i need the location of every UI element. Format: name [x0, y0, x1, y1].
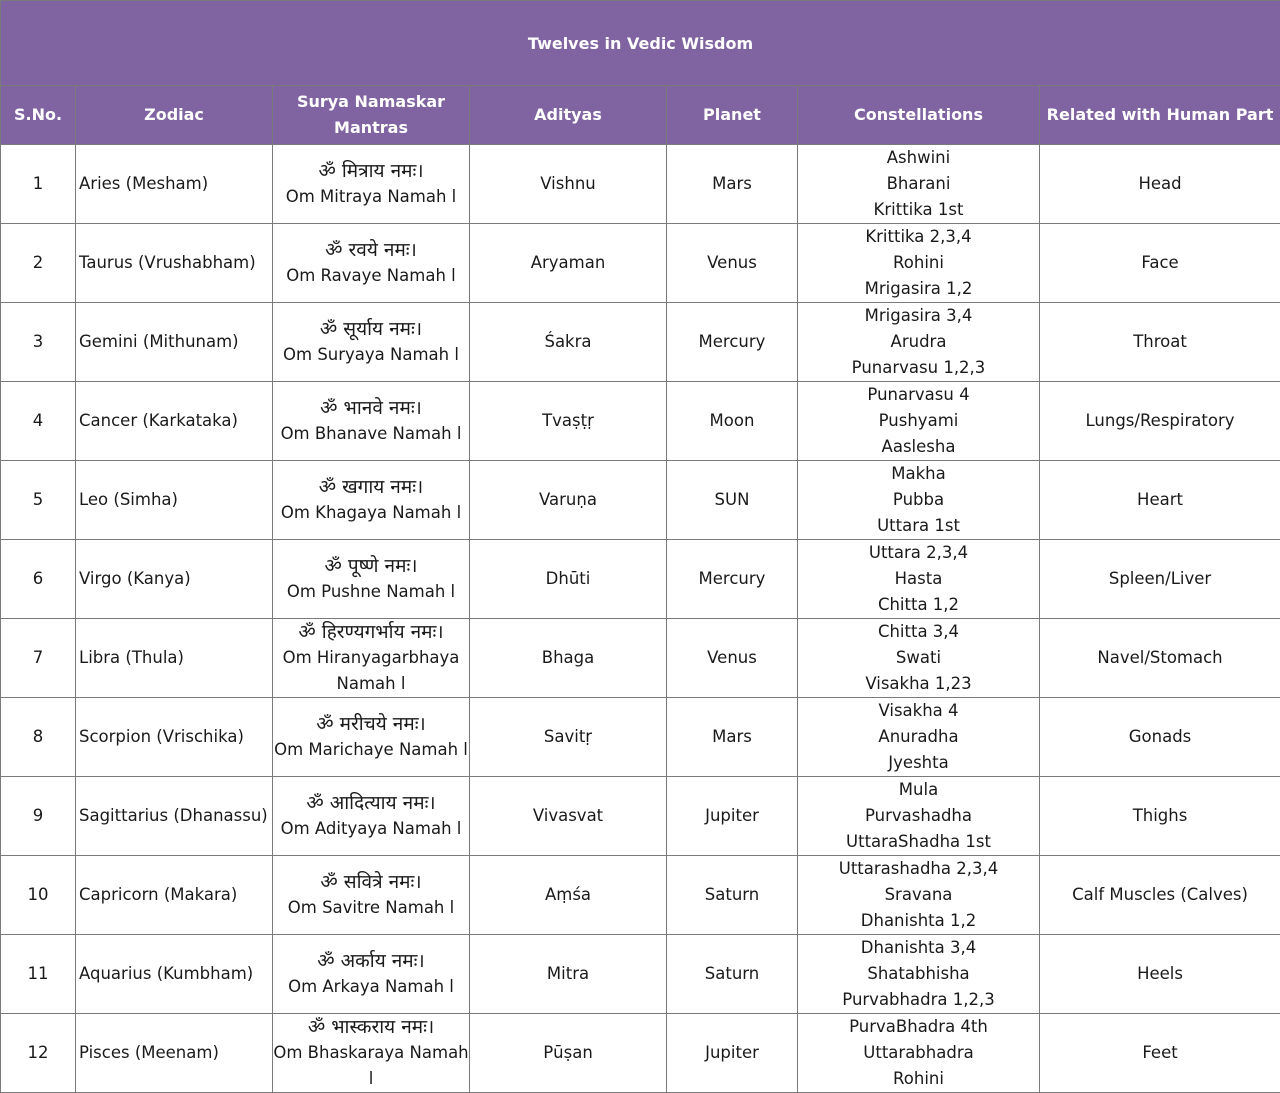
table-row	[1, 698, 1280, 777]
mantra-roman: Om Hiranyagarbhaya Namah l	[273, 645, 469, 697]
mantra-sanskrit: ॐ सवित्रे नमः।	[273, 869, 469, 895]
cell-aditya: Vishnu	[470, 145, 667, 224]
mantra-sanskrit: ॐ पूष्णे नमः।	[273, 553, 469, 579]
cell-zodiac: Aquarius (Kumbham)	[76, 935, 273, 1014]
cell-human-part: Gonads	[1040, 698, 1280, 777]
cell-constellations	[798, 540, 1040, 619]
cell-human-part: Heart	[1040, 461, 1280, 540]
constellation-item: Sravana	[798, 882, 1039, 908]
table-row	[1, 619, 1280, 698]
mantra-roman: Om Bhanave Namah l	[273, 421, 469, 447]
cell-human-part: Throat	[1040, 303, 1280, 382]
constellation-item: Mrigasira 1,2	[798, 276, 1039, 302]
table-row	[1, 382, 1280, 461]
cell-zodiac: Virgo (Kanya)	[76, 540, 273, 619]
cell-aditya: Savitṛ	[470, 698, 667, 777]
cell-human-part: Lungs/Respiratory	[1040, 382, 1280, 461]
constellation-item: Hasta	[798, 566, 1039, 592]
mantra-sanskrit: ॐ रवये नमः।	[273, 237, 469, 263]
cell-aditya: Vivasvat	[470, 777, 667, 856]
title-row	[1, 1, 1280, 86]
mantra-sanskrit: ॐ हिरण्यगर्भाय नमः।	[273, 619, 469, 645]
cell-sno: 2	[1, 224, 76, 303]
header-human-part: Related with Human Part	[1040, 86, 1280, 145]
constellation-item: Chitta 1,2	[798, 592, 1039, 618]
cell-sno: 1	[1, 145, 76, 224]
cell-human-part: Feet	[1040, 1014, 1280, 1093]
constellation-item: Makha	[798, 461, 1039, 487]
cell-zodiac: Libra (Thula)	[76, 619, 273, 698]
table-title: Twelves in Vedic Wisdom	[1, 1, 1280, 86]
cell-planet: Venus	[667, 224, 798, 303]
table-row	[1, 540, 1280, 619]
cell-human-part: Spleen/Liver	[1040, 540, 1280, 619]
mantra-sanskrit: ॐ खगाय नमः।	[273, 474, 469, 500]
header-planet: Planet	[667, 86, 798, 145]
cell-mantra	[273, 1014, 470, 1093]
mantra-sanskrit: ॐ अर्काय नमः।	[273, 948, 469, 974]
cell-mantra	[273, 777, 470, 856]
constellation-item: Dhanishta 3,4	[798, 935, 1039, 961]
header-constellations: Constellations	[798, 86, 1040, 145]
cell-sno: 8	[1, 698, 76, 777]
table-row	[1, 777, 1280, 856]
cell-aditya: Bhaga	[470, 619, 667, 698]
cell-aditya: Pūṣan	[470, 1014, 667, 1093]
cell-mantra	[273, 698, 470, 777]
cell-constellations	[798, 1014, 1040, 1093]
cell-constellations	[798, 777, 1040, 856]
cell-mantra	[273, 935, 470, 1014]
mantra-sanskrit: ॐ सूर्याय नमः।	[273, 316, 469, 342]
cell-constellations	[798, 935, 1040, 1014]
header-adityas: Adityas	[470, 86, 667, 145]
cell-human-part: Navel/Stomach	[1040, 619, 1280, 698]
constellation-item: Pushyami	[798, 408, 1039, 434]
constellation-item: Visakha 4	[798, 698, 1039, 724]
constellation-item: UttaraShadha 1st	[798, 829, 1039, 855]
cell-sno: 9	[1, 777, 76, 856]
constellation-item: Punarvasu 4	[798, 382, 1039, 408]
table-row	[1, 145, 1280, 224]
cell-mantra	[273, 303, 470, 382]
cell-aditya: Śakra	[470, 303, 667, 382]
mantra-roman: Om Marichaye Namah l	[273, 737, 469, 763]
cell-constellations	[798, 145, 1040, 224]
table-row	[1, 935, 1280, 1014]
table-body	[1, 145, 1280, 1093]
cell-mantra	[273, 619, 470, 698]
cell-zodiac: Cancer (Karkataka)	[76, 382, 273, 461]
cell-constellations	[798, 303, 1040, 382]
cell-planet: SUN	[667, 461, 798, 540]
constellation-item: Uttarabhadra	[798, 1040, 1039, 1066]
constellation-item: Dhanishta 1,2	[798, 908, 1039, 934]
constellation-item: Shatabhisha	[798, 961, 1039, 987]
cell-constellations	[798, 224, 1040, 303]
cell-sno: 5	[1, 461, 76, 540]
mantra-roman: Om Mitraya Namah l	[273, 184, 469, 210]
cell-aditya: Tvaṣṭṛ	[470, 382, 667, 461]
cell-zodiac: Leo (Simha)	[76, 461, 273, 540]
mantra-roman: Om Savitre Namah l	[273, 895, 469, 921]
cell-mantra	[273, 145, 470, 224]
constellation-item: Purvabhadra 1,2,3	[798, 987, 1039, 1013]
cell-zodiac: Aries (Mesham)	[76, 145, 273, 224]
mantra-sanskrit: ॐ भानवे नमः।	[273, 395, 469, 421]
cell-aditya: Dhūti	[470, 540, 667, 619]
cell-sno: 7	[1, 619, 76, 698]
cell-constellations	[798, 856, 1040, 935]
cell-planet: Mercury	[667, 540, 798, 619]
constellation-item: Krittika 2,3,4	[798, 224, 1039, 250]
constellation-item: Rohini	[798, 1066, 1039, 1092]
mantra-roman: Om Ravaye Namah l	[273, 263, 469, 289]
constellation-item: Mrigasira 3,4	[798, 303, 1039, 329]
cell-aditya: Mitra	[470, 935, 667, 1014]
cell-zodiac: Gemini (Mithunam)	[76, 303, 273, 382]
constellation-item: Purvashadha	[798, 803, 1039, 829]
constellation-item: Krittika 1st	[798, 197, 1039, 223]
constellation-item: Pubba	[798, 487, 1039, 513]
mantra-roman: Om Adityaya Namah l	[273, 816, 469, 842]
constellation-item: Swati	[798, 645, 1039, 671]
table-row	[1, 856, 1280, 935]
cell-zodiac: Pisces (Meenam)	[76, 1014, 273, 1093]
table-row	[1, 303, 1280, 382]
header-sno: S.No.	[1, 86, 76, 145]
cell-constellations	[798, 619, 1040, 698]
cell-planet: Jupiter	[667, 777, 798, 856]
cell-planet: Saturn	[667, 935, 798, 1014]
cell-planet: Mars	[667, 145, 798, 224]
mantra-roman: Om Suryaya Namah l	[273, 342, 469, 368]
cell-mantra	[273, 461, 470, 540]
constellation-item: Ashwini	[798, 145, 1039, 171]
cell-zodiac: Scorpion (Vrischika)	[76, 698, 273, 777]
mantra-sanskrit: ॐ मरीचये नमः।	[273, 711, 469, 737]
mantra-sanskrit: ॐ भास्कराय नमः।	[273, 1014, 469, 1040]
cell-sno: 6	[1, 540, 76, 619]
cell-human-part: Thighs	[1040, 777, 1280, 856]
cell-sno: 3	[1, 303, 76, 382]
header-mantras: Surya Namaskar Mantras	[273, 86, 470, 145]
cell-sno: 11	[1, 935, 76, 1014]
constellation-item: Aaslesha	[798, 434, 1039, 460]
constellation-item: PurvaBhadra 4th	[798, 1014, 1039, 1040]
constellation-item: Bharani	[798, 171, 1039, 197]
constellation-item: Visakha 1,23	[798, 671, 1039, 697]
constellation-item: Anuradha	[798, 724, 1039, 750]
cell-constellations	[798, 461, 1040, 540]
cell-zodiac: Capricorn (Makara)	[76, 856, 273, 935]
mantra-sanskrit: ॐ मित्राय नमः।	[273, 158, 469, 184]
cell-planet: Moon	[667, 382, 798, 461]
mantra-roman: Om Pushne Namah l	[273, 579, 469, 605]
constellation-item: Mula	[798, 777, 1039, 803]
cell-zodiac: Taurus (Vrushabham)	[76, 224, 273, 303]
cell-planet: Venus	[667, 619, 798, 698]
table-row	[1, 1014, 1280, 1093]
mantra-roman: Om Arkaya Namah l	[273, 974, 469, 1000]
cell-sno: 12	[1, 1014, 76, 1093]
constellation-item: Chitta 3,4	[798, 619, 1039, 645]
constellation-item: Uttarashadha 2,3,4	[798, 856, 1039, 882]
cell-mantra	[273, 540, 470, 619]
header-row	[1, 86, 1280, 145]
cell-zodiac: Sagittarius (Dhanassu)	[76, 777, 273, 856]
cell-human-part: Head	[1040, 145, 1280, 224]
cell-sno: 4	[1, 382, 76, 461]
cell-planet: Jupiter	[667, 1014, 798, 1093]
cell-mantra	[273, 856, 470, 935]
constellation-item: Uttara 2,3,4	[798, 540, 1039, 566]
cell-constellations	[798, 382, 1040, 461]
cell-human-part: Heels	[1040, 935, 1280, 1014]
cell-aditya: Aṃśa	[470, 856, 667, 935]
constellation-item: Uttara 1st	[798, 513, 1039, 539]
cell-planet: Saturn	[667, 856, 798, 935]
cell-planet: Mars	[667, 698, 798, 777]
constellation-item: Rohini	[798, 250, 1039, 276]
cell-human-part: Calf Muscles (Calves)	[1040, 856, 1280, 935]
cell-mantra	[273, 382, 470, 461]
constellation-item: Jyeshta	[798, 750, 1039, 776]
cell-aditya: Aryaman	[470, 224, 667, 303]
cell-mantra	[273, 224, 470, 303]
cell-human-part: Face	[1040, 224, 1280, 303]
cell-aditya: Varuṇa	[470, 461, 667, 540]
table-row	[1, 224, 1280, 303]
cell-planet: Mercury	[667, 303, 798, 382]
cell-constellations	[798, 698, 1040, 777]
table-row	[1, 461, 1280, 540]
cell-sno: 10	[1, 856, 76, 935]
header-zodiac: Zodiac	[76, 86, 273, 145]
constellation-item: Punarvasu 1,2,3	[798, 355, 1039, 381]
mantra-roman: Om Bhaskaraya Namah l	[273, 1040, 469, 1092]
mantra-sanskrit: ॐ आदित्याय नमः।	[273, 790, 469, 816]
mantra-roman: Om Khagaya Namah l	[273, 500, 469, 526]
constellation-item: Arudra	[798, 329, 1039, 355]
